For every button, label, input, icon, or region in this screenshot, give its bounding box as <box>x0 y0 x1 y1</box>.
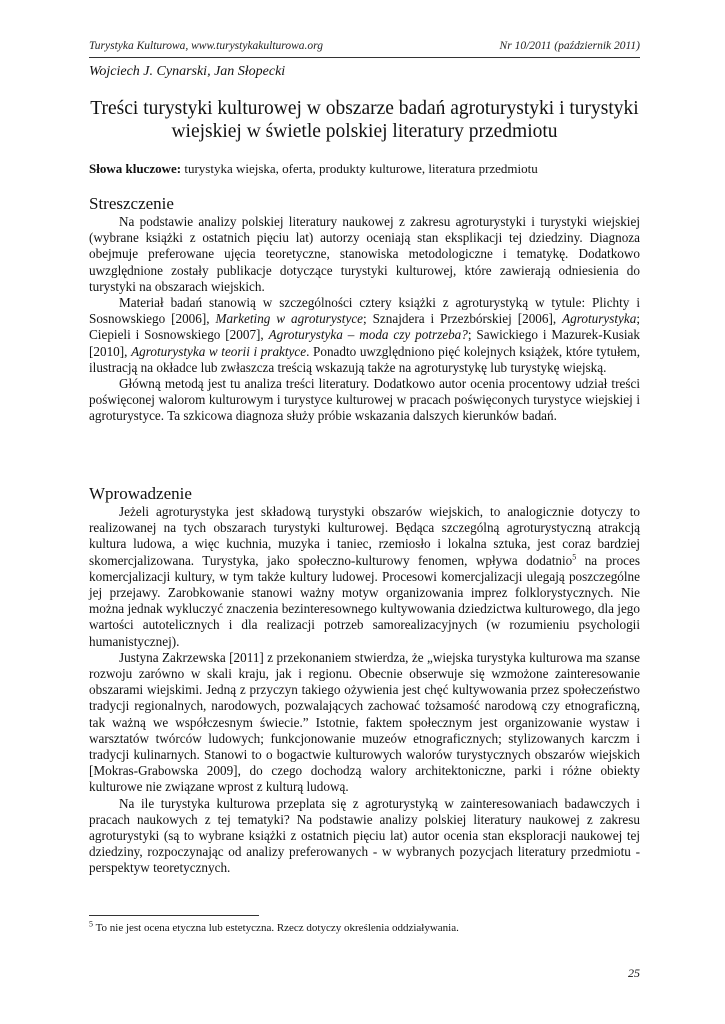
keywords-text: turystyka wiejska, oferta, produkty kulturowe, literatura przedmiotu <box>184 161 538 176</box>
text-run: ; Ciepieli i Sosnowskiego [2007], <box>89 311 640 343</box>
book-title: Agroturystyka w teorii i praktyce <box>131 343 307 359</box>
intro-paragraph-3: Na ile turystyka kulturowa przeplata się z agroturystyką w zainteresowaniach badawczych i pracach naukowych z tej tematyki? Na podstawie analizy polskiej literatury naukowej z zakresu agroturystyki (są to wybrane książki z ostatnich pięciu lat) autor ocenia stan eksploracji naukowej tej dziedziny, rozpoczynając od analizy preferowanych - w wybranych pozycjach literatury przedmiotu - perspektyw teoretycznych. <box>89 795 640 876</box>
title-line-2: wiejskiej w świetle polskiej literatury przedmiotu <box>171 121 558 142</box>
abstract-paragraph-2 <box>89 295 640 376</box>
abstract-heading: Streszczenie <box>89 194 174 213</box>
text-run: Materiał badań stanowią w szczególności cztery książki z agroturystyką w tytule: Plichty i Sosnowskiego [2006], <box>89 295 640 327</box>
footnote-text: To nie jest ocena etyczna lub estetyczna. Rzecz dotyczy określenia oddziaływania. <box>95 922 459 934</box>
footnote <box>89 919 640 934</box>
authors: Wojciech J. Cynarski, Jan Słopecki <box>89 64 286 79</box>
text-run: na proces komercjalizacji kultury, w tym także kultury ludowej. Procesowi komercjalizacji ulegają poszczególne jej przejawy. Zarobkowanie stanowi ważny motyw organizowania imprez folklorystycznych. Nie można jednak wykluczyć znaczenia bezinteresownego kultywowania dziedzictwa kulturowego, dla jego wartości autotelicznych i dla realizacji potrzeb samorealizacyjnych (w rozumieniu psychologii humanistycznej). <box>89 552 641 649</box>
introduction-body <box>89 504 640 877</box>
paper-title <box>89 97 640 143</box>
footnote-mark: 5 <box>89 919 93 929</box>
abstract-body <box>89 214 640 425</box>
abstract-paragraph-3: Główną metodą jest tu analiza treści literatury. Dodatkowo autor ocenia procentowy udział treści poświęconej walorom kulturowym i turystyce kulturowej w pracach poświęconych turystyce wiejskiej i agroturystyce. Ta szkicowa diagnoza służy próbie wskazania dalszych kierunków badań. <box>89 376 640 424</box>
keywords-label: Słowa kluczowe: <box>89 161 182 176</box>
text-run: ; Sznajdera i Przezbórskiej [2006], <box>363 311 557 327</box>
running-header <box>89 40 640 52</box>
header-divider <box>89 57 640 58</box>
abstract-paragraph-1: Na podstawie analizy polskiej literatury naukowej z zakresu agroturystyki i turystyki wiejskiej (wybrane książki z ostatnich pięciu lat) autorzy oceniają stan eksplikacji tej dziedziny. Diagnoza obejmuje preferowane ujęcia teoretyczne, stanowiska metodologiczne i tematykę. Dodatkowo uwzględnione zostały publikacje dotyczące turystyki kulturowej, które zawierają odniesienia do turystyki na obszarach wiejskich. <box>89 214 640 294</box>
introduction-heading: Wprowadzenie <box>89 484 192 503</box>
book-title: Marketing w agroturystyce <box>215 311 364 327</box>
footnote-divider <box>89 915 259 916</box>
text-run: Jeżeli agroturystyka jest składową turystyki obszarów wiejskich, to analogicznie dotyczy to realizowanej na tych obszarach turystyki kulturowej. Będąca szczególną agroturystyczną atrakcją kultura ludowa, a więc kuchnia, muzyka i taniec, rzemiosło i lokalna sztuka, jest coraz bardziej skomercjalizowana. Turystyka, jako społeczno-kulturowy fenomen, wpływa dodatnio <box>89 504 640 568</box>
keywords <box>89 161 640 177</box>
page-number: 25 <box>628 966 640 980</box>
footnote-reference: 5 <box>572 552 577 562</box>
text-run: ; Sawickiego i Mazurek-Kusiak [2010], <box>89 327 640 359</box>
journal-name: Turystyka Kulturowa, www.turystykakulturowa.org <box>89 40 323 52</box>
book-title: Agroturystyka – moda czy potrzeba? <box>268 327 468 343</box>
intro-paragraph-1 <box>89 504 640 650</box>
issue-label: Nr 10/2011 (październik 2011) <box>499 40 640 52</box>
book-title: Agroturystyka <box>562 311 637 327</box>
intro-paragraph-2: Justyna Zakrzewska [2011] z przekonaniem stwierdza, że „wiejska turystyka kulturowa ma szanse rozwoju zarówno w skali kraju, jak i regionu. Obecnie obserwuje się wzmożone zainteresowanie obszarami wiejskimi. Jedną z przyczyn takiego ożywienia jest chęć kultywowania przez społeczeństwo tradycji regionalnych, narodowych, pozwalających zachować tożsamość narodową czy etnograficzną, tak ważną we współczesnym świecie.” Istotnie, faktem społecznym jest organizowanie wystaw i warsztatów twórców ludowych; funkcjonowanie muzeów etnograficznych; stylizowanych karczm i tradycji kulinarnych. Stanowi to o bogactwie kulturowych walorów turystycznych obszarów wiejskich [Mokras-Grabowska 2009], do czego dochodzą walory architektoniczne, parki i różne obiekty kulturowe nie związane wprost z kulturą ludową. <box>89 649 640 795</box>
title-line-1: Treści turystyki kulturowej w obszarze badań agroturystyki i turystyki <box>90 98 639 119</box>
text-run: . Ponadto uwzględniono pięć kolejnych książek, które tytułem, ilustracją na okładce lub zwłaszcza treścią wskazują także na agroturystykę lub turystykę wiejską. <box>89 343 641 375</box>
